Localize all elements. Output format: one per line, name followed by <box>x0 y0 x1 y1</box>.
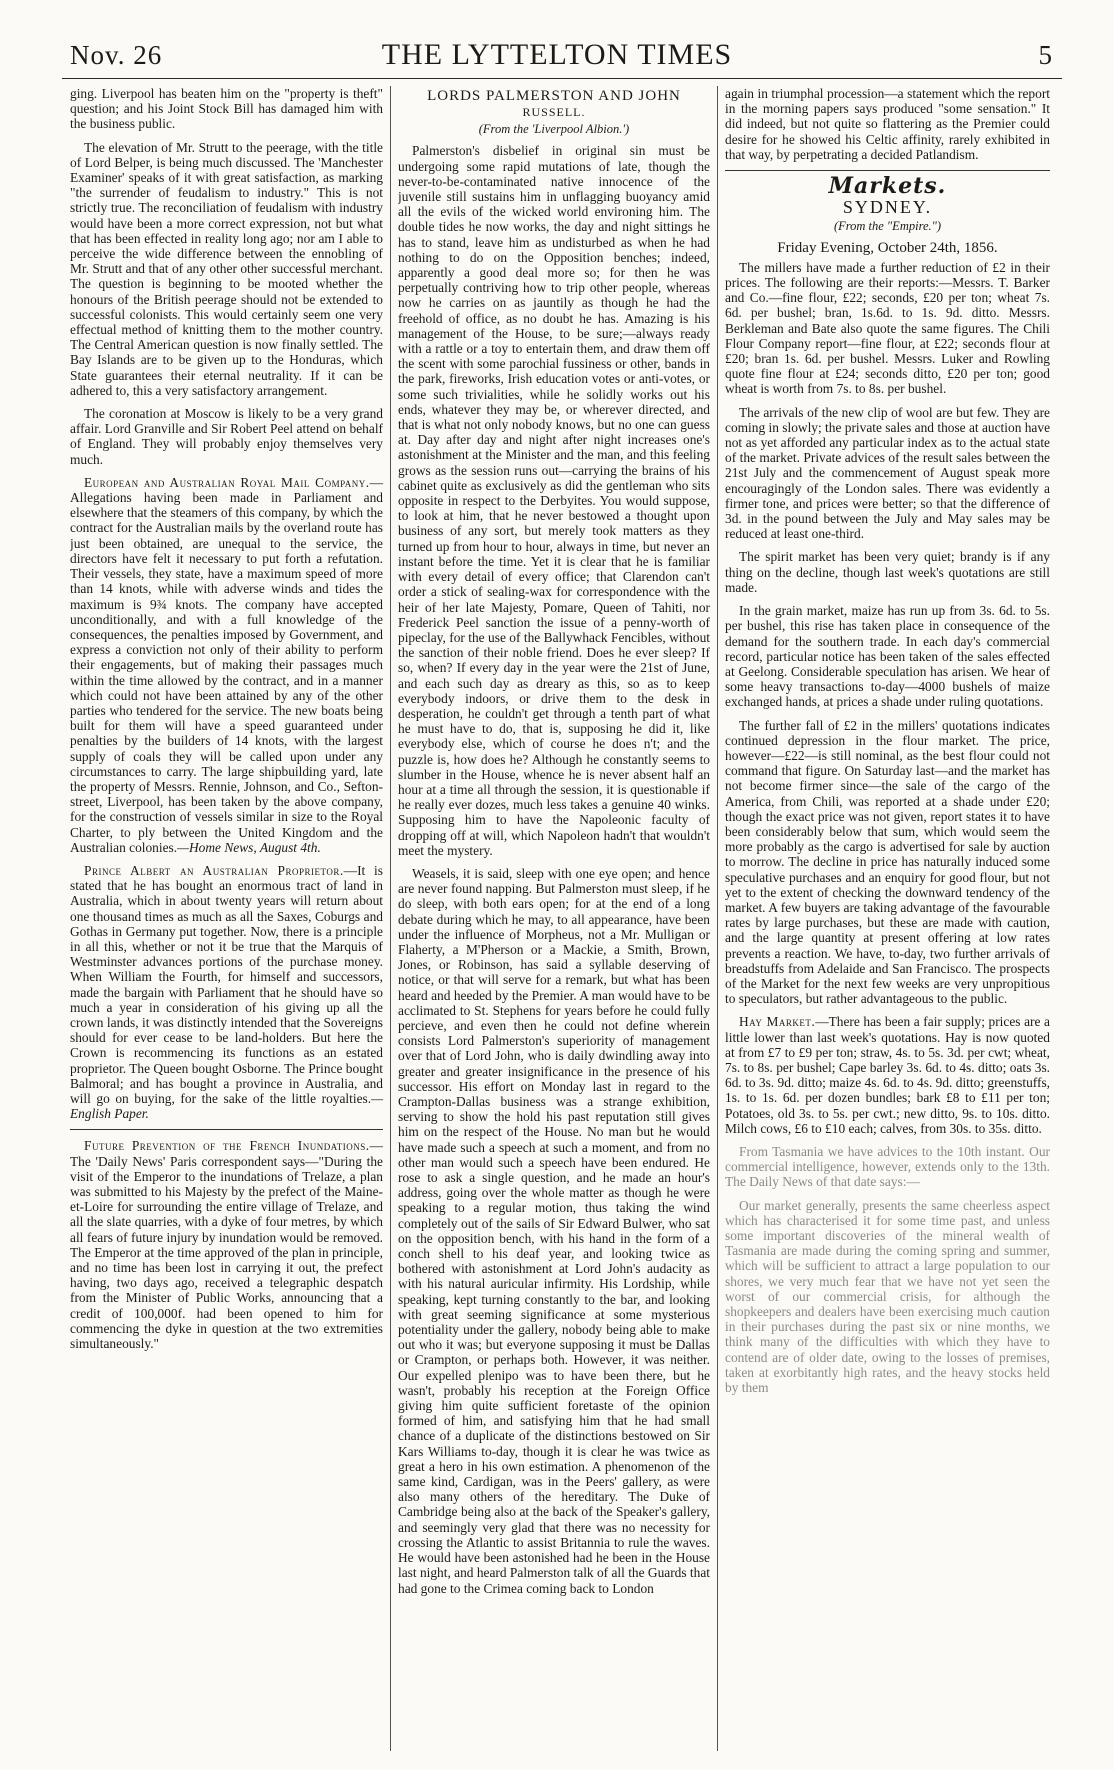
section-rule <box>725 170 1050 171</box>
item-body: —There has been a fair supply; prices are a little lower than last week's quotations. Hay is now quoted at from £7 to £9 per ton; straw, 4s. to 5s. 3d. per cwt; wheat, 7s. to 8s. per bushel; Cape barley 3s. 6d. to 4s. ditto; oats 3s. 6d. to 3s. 9d. ditto; maize 4s. 6d. to 4s. 9d. ditto; greenstuffs, 1s. to 1s. 6d. per dozen bundles; bark £8 to £11 per ton; Potatoes, old 3s. to 5s. per cwt.; new ditto, 9s. to 10s. ditto. Milch cows, £6 to £10 each; calves, from 30s. to 35s. ditto. <box>725 1014 1050 1136</box>
article-paragraph: ging. Liverpool has beaten him on the "property is theft" question; and his Joint Stock Bill has damaged him with the business public. <box>70 86 383 132</box>
article-paragraph: The spirit market has been very quiet; brandy is if any thing on the decline, though last week's quotations are still made. <box>725 549 1050 595</box>
newspaper-title: THE LYTTELTON TIMES <box>381 38 733 71</box>
article-paragraph: From Tasmania we have advices to the 10th instant. Our commercial intelligence, however, extends only to the 13th. The Daily News of that date says:— <box>725 1144 1050 1190</box>
item-heading: Future Prevention of the French Inundations. <box>84 1138 370 1154</box>
article-paragraph: The coronation at Moscow is likely to be a very grand affair. Lord Granville and Sir Robert Peel attend on behalf of England. They will probably enjoy themselves very much. <box>70 406 383 467</box>
item-heading: Hay Market. <box>739 1014 816 1030</box>
article-french-inundations <box>70 1138 383 1351</box>
masthead <box>0 0 1114 80</box>
item-source: —English Paper. <box>70 1091 383 1122</box>
article-royal-mail <box>70 475 383 855</box>
article-paragraph: The elevation of Mr. Strutt to the peerage, with the title of Lord Belper, is being much discussed. The 'Manchester Examiner' speaks of it with great satisfaction, as marking "the surrender of feudalism to industry." This is not strictly true. The reconciliation of feudalism with industry would have been a more correct expression, not but what that has been effected in reality long ago; nor am I able to perceive the wide difference between the ennobling of Mr. Strutt and that of any other other successful merchant. The question is beginning to be mooted whether the honours of the British peerage should not be extended to successful colonists. This would certainly seem one very effectual method of knitting them to the mother country. The Central American question is now finally settled. The Bay Islands are to be given up to the Honduras, which State guarantees their eternal neutrality. If it can be adhered to, this a very satisfactory arrangement. <box>70 139 383 398</box>
article-paragraph: Palmerston's disbelief in original sin must be undergoing some rapid mutations of late, though the never-to-be-contaminated native innocence of the juvenile still sustains him in unflagging buoyancy amid all the evils of the wicked world environing him. The double tides he now works, the day and night sittings he has to stand, leave him as undisturbed as when he had nothing to do on the Opposition benches; indeed, apparently a good deal more so; for then he was perpetually contriving how to trip other people, whereas now he carries on as jauntily as though he had the freehold of office, as no doubt he has. Amazing is his management of the House, to be sure;—always ready with a rattle or a toy to entertain them, and draw them off the scent with some parochial fussiness or other, bands in the park, fireworks, Irish education votes or anti-votes, or some such trivialities, while he solidly works out his ends, whatever they may be, or wherever directed, and that is what not only nobody knows, but no one can guess at. Day after day and night after night increases one's astonishment at the Minister and the man, and this feeling grows as the session runs out—carrying the brains of his cabinet quite as exclusively as did the gentleman who sits opposite in respect to the Derbyites. You would suppose, to look at him, that he never bestowed a thought upon business of any sort, but merely took matters as they turned up from hour to hour, always in time, but never an instant before the time. Yet it is clear that he is familiar with every detail of every office; that Clarendon can't order a stick of sealing-wax for correspondence with the heir of her late Majesty, Pomare, Queen of Tahiti, nor Frederick Peel sanction the issue of a penny-worth of pipeclay, for the use of the Ballywhack Fencibles, without the sanction of their noble friend. Does he ever sleep? If so, when? If every day in the year were the 21st of June, and each such day as dreary as this, so as to keep everybody indoors, or drive them to the desk in desperation, he couldn't get through a tenth part of what he must have to do, that is, supposing he did it, like everybody else, which of course he does n't; and the puzzle is, how does he? Although he constantly seems to slumber in the House, whence he is never absent half an hour at a time all through the session, it is questionable if he really ever dozes, much less takes a genuine 40 winks. Supposing him to have the Napoleonic faculty of dropping off at will, which Napoleon hadn't that wouldn't meet the mystery. <box>398 143 710 858</box>
item-heading: Prince Albert an Australian Proprietor. <box>84 862 344 878</box>
article-paragraph: Weasels, it is said, sleep with one eye open; and hence are never found napping. But Palmerston must sleep, if he do sleep, with both ears open; for at the end of a long debate during which he may, to all appearance, have been under the influence of Morpheus, not a Mr. Mulligan or Flaherty, a M'Pherson or a Mackie, a Smith, Brown, Jones, or Robinson, has said a syllable deserving of notice, or that will serve for a remark, but what has been heard and heeded by the Premier. A man would have to be acclimated to St. Stephens for years before he could fully percieve, and even then he could not define wherein consists Lord Palmerston's superiority of management over that of Lord John, who is daily dwindling away into greater and greater insignificance in the presence of his successor. His effort on Monday last in regard to the Crampton-Dallas business was a strange exhibition, serving to show the hold his past reputation still gives him on the respect of the House. No man but he would have made such a speech at such a moment, and from no other man would such a speech have been endured. He rose to ask a single question, and he made an hour's address, going over the whole matter as though he were speaking to a regular motion, thus taking the wind completely out of the sails of Sir Edward Bulwer, who sat on the opposition bench, with his hand in the form of a conch shell to his deaf year, and looking twice as bothered with astonishment at Lord John's audacity as with his natural auricular infirmity. His Lordship, while speaking, kept turning constantly to the bar, and looking with great seeming significance at some mysterious potentiality under the gallery, nobody being able to make out who it was; but everyone supposing it must be Dallas or Crampton, or perhaps both. However, it was neither. Our expelled plenipo was to have been there, but he wasn't, probably his reception at the Foreign Office giving him quite sufficient foretaste of the opinion formed of him, and satisfying him that he had small chance of a duplicate of the distinctions bestowed on Sir Kars Williams to-day, though it is clear he was twice as great a hero in his own estimation. A phenomenon of the same kind, Cardigan, was in the Peers' gallery, as were also many others of the hereditary. The Duke of Cambridge being also at the back of the Speaker's gallery, and seemingly very glad that there was no necessity for crossing the Atlantic to assist Britannia to rule the waves. He would have been astonished had he been in the House last night, and heard Palmerston talk of all the Guards that had gone to the Crimea coming back to London <box>398 865 710 1596</box>
article-heading: LORDS PALMERSTON AND JOHN <box>427 88 681 104</box>
column-1 <box>70 86 383 1756</box>
dateline: Friday Evening, October 24th, 1856. <box>777 239 998 256</box>
article-prince-albert <box>70 863 383 1121</box>
article-paragraph: again in triumphal procession—a statement which the report in the morning papers says produced "some sensation." It did indeed, but not quite so flattering as the Premier could desire for he showed his Celtic affinity, rarely exhibited in that way, by perpetrating a decided Patlandism. <box>725 86 1050 162</box>
item-body: —The 'Daily News' Paris correspondent says—"During the visit of the Emperor to the inundations of Trelaze, a plan was submitted to his Majesty by the prefect of the Maine-et-Loire for surrounding the entire village of Trelaze, and all the slate quarries, with a dyke of four metres, by which all fears of future injury by inundation would be removed. The Emperor at the time approved of the plan in principle, and no time has been lost in carrying it out, the prefect having, two days ago, received a telegraphic despatch from the Minister of Public Works, announcing that a credit of 100,000f. had been opened to him for commencing the dyke in question at the two extremities simultaneously." <box>70 1138 383 1352</box>
city-heading: SYDNEY. <box>842 197 933 218</box>
article-paragraph: Our market generally, presents the same cheerless aspect which has characterised it for some time past, and unless some important discoveries of the mineral wealth of Tasmania are made during the coming spring and summer, which will be sufficient to attract a large population to our shores, we very much fear that we have not yet seen the worst of our commercial crisis, for although the shopkeepers and dealers have been exercising much caution in their purchases during the past six or nine months, we think many of the difficulties with which they have to contend are of older date, owing to the losses of premises, taken at exorbitantly high rates, and the heavy stocks held by them <box>725 1197 1050 1396</box>
article-source: (From the 'Liverpool Albion.') <box>478 122 630 137</box>
article-paragraph: In the grain market, maize has run up from 3s. 6d. to 5s. per bushel, this rise has taken place in consequence of the demand for the southern trade. In each day's commercial record, particular notice has been taken of the sales effected at Geelong. Considerable speculation has arisen. We hear of some heavy transactions to-day—4000 bushels of maize exchanged hands, at prices a shade under ruling quotations. <box>725 603 1050 710</box>
article-paragraph: The further fall of £2 in the millers' quotations indicates continued depression in the flour market. The price, however—£22—is still nominal, as the best flour could not command that figure. On Saturday last—and the market has not become firmer since—the sale of the cargo of the America, from Chili, was reported at a shade under £20; though the exact price was not given, report states it to have been considerably below that sum, which would seem the more probably as the cargo is advertised for sale by auction to morrow. The decline in price has naturally induced some speculative purchases and an enquiry for good flour, but not yet to the extent of checking the downward tendency of the market. A few buyers are taking advantage of the favourable rates by large purchases, but these are made with caution, and the large quantity at present offering at low rates prevents a reaction. We have, to-day, two further arrivals of breadstuffs from Adelaide and San Francisco. The prospects of the Market for the next few weeks are very unpropitious to speculators, but rather advantageous to the public. <box>725 717 1050 1007</box>
article-source: (From the "Empire.") <box>833 219 942 234</box>
article-paragraph: The millers have made a further reduction of £2 in their prices. The following are their reports:—Messrs. T. Barker and Co.—fine flour, £22; seconds, £20 per ton; wheat 7s. 6d. per bushel; bran, 1s.6d. to 1s. 9d. ditto. Messrs. Berkleman and Bate also quote the same figures. The Chili Flour Company report—fine flour, at £22; seconds flour at £20; bran 1s. 6d. per bushel. Messrs. Luker and Rowling quote fine flour at £24; seconds ditto, £20 per ton; good wheat is worth from 7s. to 8s. per bushel. <box>725 259 1050 397</box>
issue-date: Nov. 26 <box>70 40 163 70</box>
column-3 <box>725 86 1050 1756</box>
item-body: —It is stated that he has bought an enormous tract of land in Australia, which in about twenty years will return about one thousand times as much as all the Saxes, Coburgs and Gothas in Germany put together. Now, there is a principle in all this, whether or not it be true that the Marquis of Westminster advances portions of the purchase money. When William the Fourth, for himself and successors, made the bargain with Parliament that he should have so much a year in consideration of his giving up all the crown lands, it was distinctly intended that the Sovereigns should for ever cease to be land-holders. But here the Crown is recommencing its functions as an estated proprietor. The Queen bought Osborne. The Prince bought Balmoral; and has bought a province in Australia, and will go on buying, for the sake of the little royalties. <box>70 862 383 1106</box>
column-divider-2 <box>717 86 718 1751</box>
section-rule <box>70 1129 383 1130</box>
item-heading: European and Australian Royal Mail Company. <box>84 474 370 490</box>
column-2 <box>398 86 710 1756</box>
item-body: —Allegations having been made in Parliament and elsewhere that the steamers of this company, by which the contract for the Australian mails by the overland route has just been obtained, are unequal to the service, the directors have felt it necessary to put forth a refutation. Their vessels, they state, have a maximum speed of more than 14 knots, while with adverse winds and tides the maximum is 9¾ knots. The company have accepted unconditionally, and with a full knowledge of the consequences, the penalties imposed by Government, and express a conviction not only of their ability to perform their engagements, but of making their passages much within the time allowed by the contract, and in a manner which could not have been attained by any of the other parties who tendered for the service. The new boats being built for them will have a speed guaranteed under penalties by the builders of 14 knots, with the largest supply of coals they will be called upon under any circumstances to carry. The large shipbuilding yard, late the property of Messrs. Rennie, Johnson, and Co., Sefton-street, Liverpool, has been taken by the above company, for the construction of vessels similar in size to the Royal Charter, to ply between the United Kingdom and the Australian colonies. <box>70 474 383 855</box>
page-number: 5 <box>1038 40 1052 70</box>
article-paragraph: The arrivals of the new clip of wool are but few. They are coming in slowly; the private sales and those at auction have not as yet afforded any particular index as to the actual state of the market. Private advices of the result sales between the 21st July and the commencement of August speak more encouragingly of the London sales. There was evidently a firmer tone, and prices were better; so that the difference of 3d. in the pound between the July and May sales may be reduced at least one-third. <box>725 404 1050 542</box>
header-rule <box>62 78 1062 79</box>
column-divider-1 <box>390 86 391 1751</box>
markets-heading: Markets. <box>828 173 947 200</box>
article-hay-market <box>725 1014 1050 1136</box>
item-source: —Home News, August 4th. <box>177 839 321 855</box>
article-heading-line2: RUSSELL. <box>522 105 586 119</box>
